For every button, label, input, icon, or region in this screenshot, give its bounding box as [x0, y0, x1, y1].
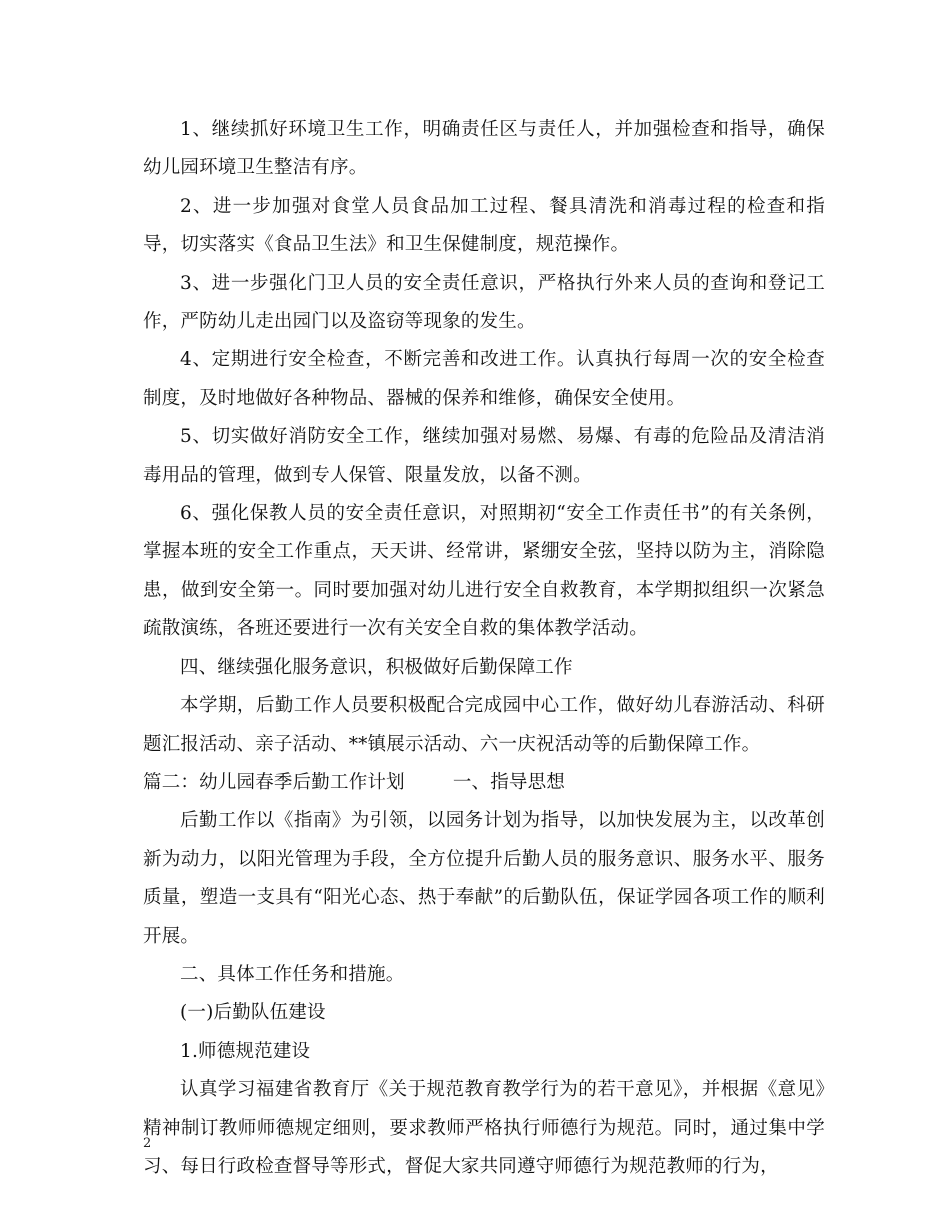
paragraph-gate-security: 3、进一步强化门卫人员的安全责任意识，严格执行外来人员的查询和登记工作，严防幼儿走出园门以及盗窃等现象的发生。: [143, 272, 825, 333]
subsection-heading-ethics: 1.师德规范建设: [180, 1040, 311, 1062]
section-heading-service-awareness: 四、继续强化服务意识，积极做好后勤保障工作: [180, 656, 573, 678]
document-body: [143, 111, 825, 1186]
page-number: 2: [143, 1136, 152, 1151]
paragraph-environment-hygiene: 1、继续抓好环境卫生工作，明确责任区与责任人，并加强检查和指导，确保幼儿园环境卫生整洁有序。: [143, 119, 825, 179]
paragraph-semester-support: 本学期，后勤工作人员要积极配合完成园中心工作，做好幼儿春游活动、科研题汇报活动、亲子活动、**镇展示活动、六一庆祝活动等的后勤保障工作。: [143, 695, 825, 755]
chapter-heading-line: [143, 764, 825, 802]
paragraph-fire-safety: 5、切实做好消防安全工作，继续加强对易燃、易爆、有毒的危险品及清洁消毒用品的管理，做到专人保管、限量发放，以备不测。: [143, 426, 825, 486]
chapter-title: 篇二：幼儿园春季后勤工作计划: [143, 771, 405, 793]
paragraph-guiding-principle: 后勤工作以《指南》为引领，以园务计划为指导，以加快发展为主，以改革创新为动力，以阳光管理为手段，全方位提升后勤人员的服务意识、服务水平、服务质量，塑造一支具有“阳光心态、热于奉献”的后勤队伍，保证学园各项工作的顺利开展。: [143, 810, 825, 947]
subsection-heading-team-building: (一)后勤队伍建设: [180, 1002, 326, 1024]
section-heading-tasks: 二、具体工作任务和措施。: [180, 963, 405, 985]
paragraph-canteen-inspection: 2、进一步加强对食堂人员食品加工过程、餐具清洗和消毒过程的检查和指导，切实落实《食品卫生法》和卫生保健制度，规范操作。: [143, 195, 825, 256]
paragraph-ethics-study: 认真学习福建省教育厅《关于规范教育教学行为的若干意见》，并根据《意见》精神制订教师师德规定细则，要求教师严格执行师德行为规范。同时，通过集中学习、每日行政检查督导等形式，督促大家共同遵守师德行为规范教师的行为，: [143, 1079, 825, 1177]
paragraph-staff-safety-awareness: 6、强化保教人员的安全责任意识，对照期初“安全工作责任书”的有关条例，掌握本班的安全工作重点，天天讲、经常讲，紧绷安全弦，坚持以防为主，消除隐患，做到安全第一。同时要加强对幼儿进行安全自救教育，本学期拟组织一次紧急疏散演练，各班还要进行一次有关安全自救的集体教学活动。: [143, 503, 825, 640]
paragraph-safety-inspection: 4、定期进行安全检查，不断完善和改进工作。认真执行每周一次的安全检查制度，及时地做好各种物品、器械的保养和维修，确保安全使用。: [143, 349, 825, 409]
chapter-first-heading: 一、指导思想: [452, 771, 566, 793]
